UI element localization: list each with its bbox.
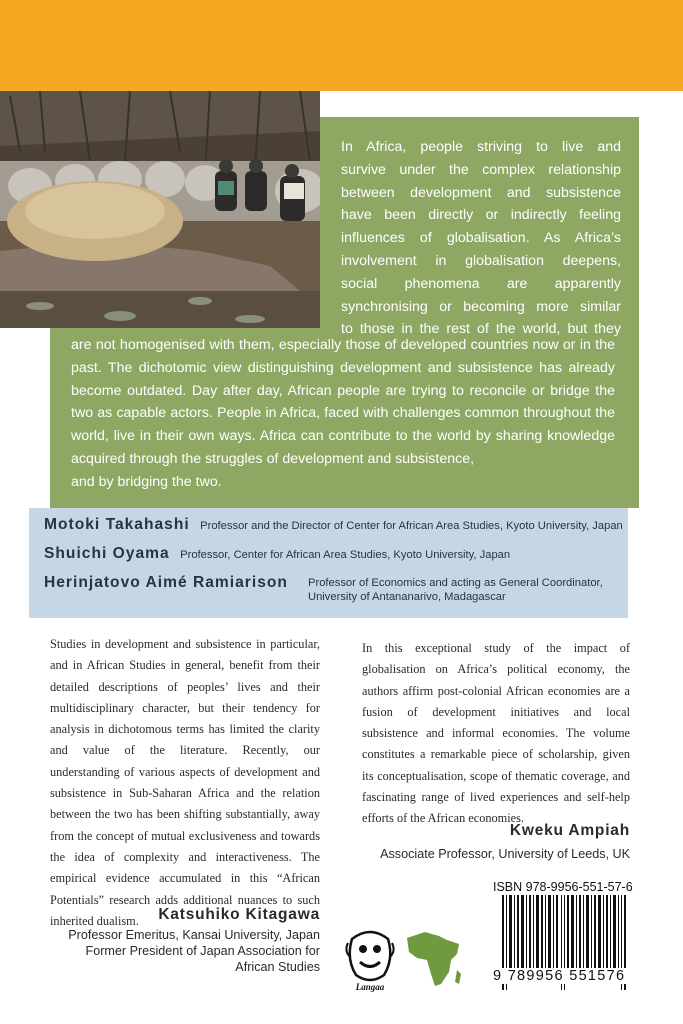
author-role: Professor and the Director of Center for African Area Studies, Kyoto University, Japan	[200, 520, 623, 532]
blurb-text-bottom: are not homogenised with them, especially those of developed countries now or in the past. The dichotomic view distinguishing development and subsistence has already become outdated. Day after day, African people are trying to reconcile or bridge the two as capable actors. People in Africa, faced with challenges common throughout the world, live in their own ways. Africa can contribute to the world by sharing knowledge acquired through the struggles of development and subsistence, and by bridging the two.	[71, 337, 615, 490]
langaa-logo	[344, 929, 396, 993]
author-name: Shuichi Oyama	[44, 545, 170, 562]
authors-panel	[29, 508, 628, 618]
left-reviewer	[60, 906, 320, 975]
africa-map-icon	[401, 930, 465, 990]
author-role: Professor, Center for African Area Studies, Kyoto University, Japan	[180, 549, 511, 561]
reviewer-role: Professor Emeritus, Kansai University, Japan Former President of Japan Association for African Studies	[68, 928, 320, 974]
author-name: Motoki Takahashi	[44, 516, 190, 533]
right-review-text: In this exceptional study of the impact of globalisation on Africa’s political economy, the authors affirm post-colonial African economies are a fusion of development initiatives and local subsistence and informal economies. The volume constitutes a remarkable piece of scholarship, given its conceptualisation, scope of thematic coverage, and fascinating range of lived experiences and self-help efforts of the African economies.	[362, 641, 630, 826]
author-name: Herinjatovo Aimé Ramiarison	[44, 574, 288, 591]
reviewer-name: Katsuhiko Kitagawa	[158, 906, 320, 923]
right-reviewer	[362, 822, 630, 862]
reviewer-name: Kweku Ampiah	[509, 822, 630, 839]
cover-photo	[0, 91, 320, 328]
top-color-band	[0, 0, 683, 91]
author-3-role: Professor of Economics and acting as General Coordinator, University of Antananarivo, Madagascar	[308, 577, 603, 603]
svg-text:Langaa: Langaa	[355, 982, 385, 992]
author-1	[44, 516, 623, 534]
reviewer-role: Associate Professor, University of Leeds, UK	[380, 847, 630, 861]
author-3	[44, 574, 288, 592]
barcode-number: 9 789956 551576	[493, 968, 628, 984]
blurb-text-top: In Africa, people striving to live and survive under the complex relationship between development and subsistence have been directly or indirectly feeling influences of globalisation. As Africa’s involvement in globalisation deepens, social phenomena are apparently synchronising or becoming more similar to those in the rest of the world, but they	[341, 139, 621, 338]
isbn-label: ISBN 978-9956-551-57-6	[493, 880, 633, 894]
left-review-text: Studies in development and subsistence in particular, and in African Studies in general, benefit from their detailed descriptions of peoples’ lives and their multidisciplinary character, but their tendency for analysis in dichotomous terms has limited the clarity and value of the literature. Recently, our understanding of various aspects of development and subsistence in Sub-Saharan Africa and the relation between the two has been shifting substantially, away from the concept of mutual exclusiveness and towards the idea of complexity and interactiveness. The empirical evidence accumulated in this “African Potentials” research adds additional nuances to such inherited dualism.	[50, 637, 320, 928]
author-2	[44, 545, 510, 563]
